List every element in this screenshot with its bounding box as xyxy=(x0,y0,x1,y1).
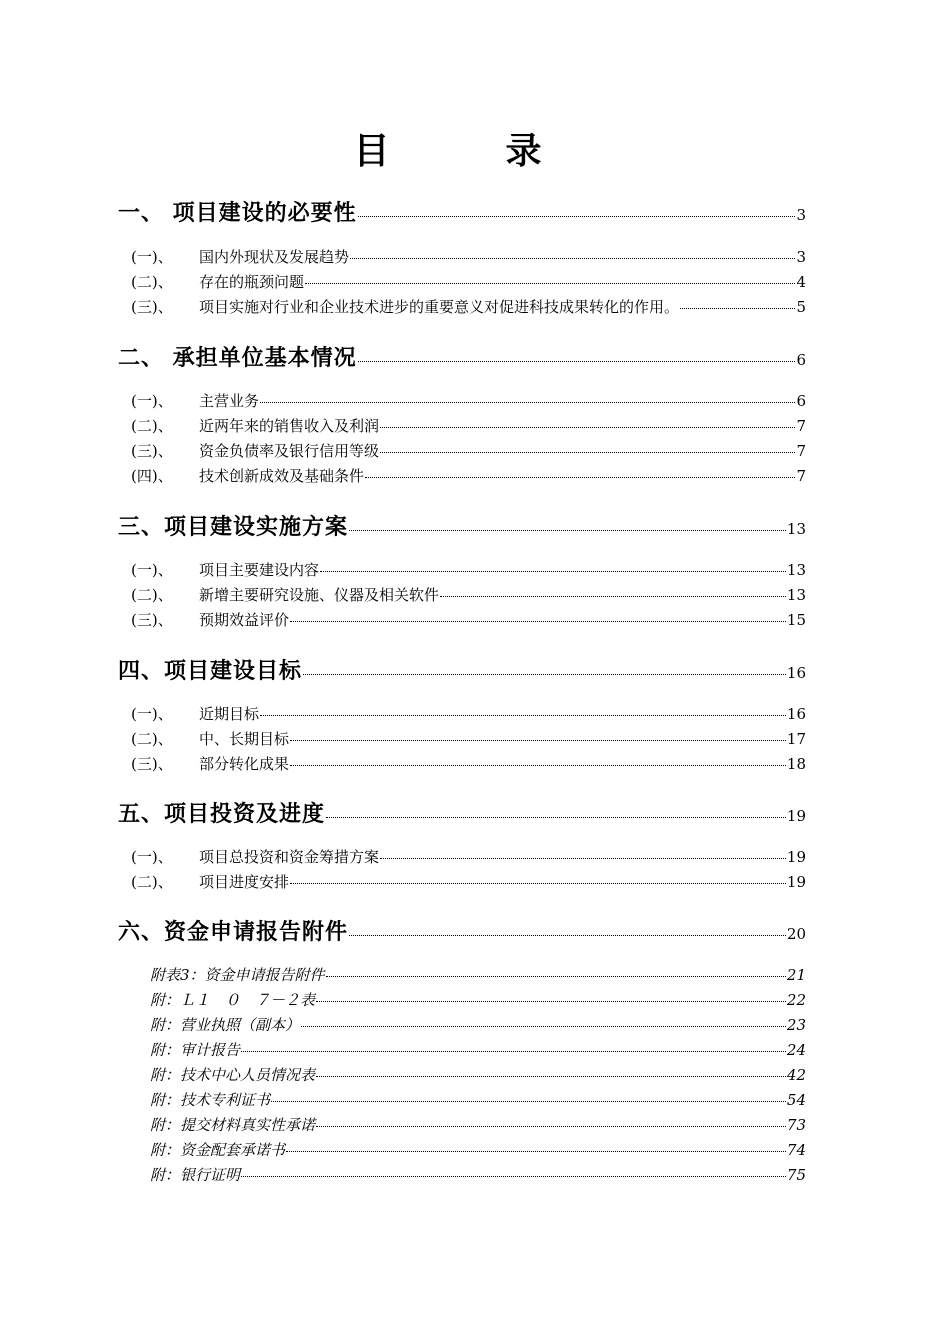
dot-leader xyxy=(316,1001,786,1002)
item-number: (三)、 xyxy=(131,611,173,629)
page-number: 74 xyxy=(786,1141,806,1159)
attachment-label: 附：提交材料真实性承诺 xyxy=(150,1116,316,1134)
section-label: 六、资金申请报告附件 xyxy=(118,919,349,945)
dot-leader xyxy=(316,1076,786,1077)
item-label: 项目实施对行业和企业技术进步的重要意义对促进科技成果转化的作用。 xyxy=(199,298,680,316)
page-number: 23 xyxy=(786,1016,806,1034)
toc-section-4[interactable] xyxy=(118,654,806,685)
item-label: 主营业务 xyxy=(199,392,260,410)
item-number: (一)、 xyxy=(131,392,173,410)
dot-leader xyxy=(316,1126,786,1127)
item-label: 项目总投资和资金筹措方案 xyxy=(199,848,380,866)
item-label: 新增主要研究设施、仪器及相关软件 xyxy=(199,586,440,604)
page-number: 19 xyxy=(786,848,806,866)
toc-attachment-6[interactable] xyxy=(150,1089,806,1110)
dot-leader xyxy=(380,858,786,859)
toc-item-5-1[interactable] xyxy=(131,846,806,867)
page-number: 22 xyxy=(786,991,806,1009)
page-number: 4 xyxy=(796,273,806,291)
attachment-label: 附：审计报告 xyxy=(150,1041,241,1059)
item-number: (四)、 xyxy=(131,467,173,485)
section-label: 一、 项目建设的必要性 xyxy=(118,200,357,226)
item-number: (三)、 xyxy=(131,442,173,460)
page-number: 5 xyxy=(796,298,806,316)
item-number: (二)、 xyxy=(131,273,173,291)
toc-attachment-5[interactable] xyxy=(150,1064,806,1085)
dot-leader xyxy=(358,216,796,217)
page-number: 17 xyxy=(786,730,806,748)
dot-leader xyxy=(241,1051,786,1052)
item-label: 技术创新成效及基础条件 xyxy=(199,467,365,485)
page-number: 54 xyxy=(786,1091,806,1109)
toc-section-6[interactable] xyxy=(118,915,806,946)
toc-attachment-1[interactable] xyxy=(150,964,806,985)
toc-item-2-2[interactable] xyxy=(131,415,806,436)
section-label: 三、项目建设实施方案 xyxy=(118,514,349,540)
page-number: 3 xyxy=(796,248,806,266)
toc-attachment-9[interactable] xyxy=(150,1164,806,1185)
dot-leader xyxy=(260,715,786,716)
dot-leader xyxy=(380,427,795,428)
item-number: (一)、 xyxy=(131,561,173,579)
attachment-label: 附表3：资金申请报告附件 xyxy=(150,966,325,984)
toc-section-2[interactable] xyxy=(118,341,806,372)
toc-item-3-3[interactable] xyxy=(131,609,806,630)
page-number: 21 xyxy=(786,966,806,984)
item-label: 资金负债率及银行信用等级 xyxy=(199,442,380,460)
toc-attachment-2[interactable] xyxy=(150,989,806,1010)
page-number: 3 xyxy=(796,206,806,224)
toc-item-2-3[interactable] xyxy=(131,440,806,461)
page-number: 7 xyxy=(796,467,806,485)
dot-leader xyxy=(326,817,786,818)
dot-leader xyxy=(380,452,795,453)
toc-item-1-2[interactable] xyxy=(131,271,806,292)
item-label: 近两年来的销售收入及利润 xyxy=(199,417,380,435)
section-label: 二、 承担单位基本情况 xyxy=(118,345,357,371)
page-number: 19 xyxy=(786,807,806,825)
section-label: 五、项目投资及进度 xyxy=(118,801,326,827)
dot-leader xyxy=(326,976,786,977)
page-number: 13 xyxy=(786,520,806,538)
item-label: 预期效益评价 xyxy=(199,611,290,629)
dot-leader xyxy=(350,258,795,259)
item-label: 部分转化成果 xyxy=(199,755,290,773)
dot-leader xyxy=(301,1026,786,1027)
item-number: (三)、 xyxy=(131,298,173,316)
page-number: 16 xyxy=(786,664,806,682)
dot-leader xyxy=(320,571,786,572)
page-number: 6 xyxy=(796,351,806,369)
page-number: 75 xyxy=(786,1166,806,1184)
page-number: 20 xyxy=(786,925,806,943)
item-number: (二)、 xyxy=(131,586,173,604)
item-label: 项目进度安排 xyxy=(199,873,290,891)
item-label: 项目主要建设内容 xyxy=(199,561,320,579)
item-label: 存在的瓶颈问题 xyxy=(199,273,305,291)
toc-attachment-3[interactable] xyxy=(150,1014,806,1035)
dot-leader xyxy=(365,477,795,478)
item-number: (一)、 xyxy=(131,248,173,266)
dot-leader xyxy=(290,740,786,741)
item-number: (一)、 xyxy=(131,848,173,866)
dot-leader xyxy=(286,1151,786,1152)
dot-leader xyxy=(241,1176,786,1177)
dot-leader xyxy=(680,308,795,309)
toc-title: 目 录 xyxy=(353,130,582,172)
page-number: 18 xyxy=(786,755,806,773)
page-number: 13 xyxy=(786,561,806,579)
dot-leader xyxy=(271,1101,786,1102)
section-label: 四、项目建设目标 xyxy=(118,658,303,684)
item-number: (一)、 xyxy=(131,705,173,723)
item-label: 近期目标 xyxy=(199,705,260,723)
item-number: (二)、 xyxy=(131,730,173,748)
page-number: 24 xyxy=(786,1041,806,1059)
item-label: 中、长期目标 xyxy=(199,730,290,748)
page-number: 7 xyxy=(796,442,806,460)
toc-item-3-2[interactable] xyxy=(131,584,806,605)
page-number: 16 xyxy=(786,705,806,723)
dot-leader xyxy=(305,283,795,284)
dot-leader xyxy=(358,361,796,362)
item-number: (二)、 xyxy=(131,417,173,435)
attachment-label: 附：资金配套承诺书 xyxy=(150,1141,286,1159)
toc-item-4-1[interactable] xyxy=(131,703,806,724)
toc-item-1-3[interactable] xyxy=(131,296,806,317)
dot-leader xyxy=(260,402,795,403)
toc-item-3-1[interactable] xyxy=(131,559,806,580)
toc-section-3[interactable] xyxy=(118,510,806,541)
toc-section-5[interactable] xyxy=(118,797,806,828)
attachment-label: 附：营业执照（副本） xyxy=(150,1016,301,1034)
page-number: 6 xyxy=(796,392,806,410)
page-number: 7 xyxy=(796,417,806,435)
page-number: 13 xyxy=(786,586,806,604)
item-number: (三)、 xyxy=(131,755,173,773)
dot-leader xyxy=(290,621,786,622)
page-number: 19 xyxy=(786,873,806,891)
dot-leader xyxy=(303,674,786,675)
toc-item-4-3[interactable] xyxy=(131,753,806,774)
attachment-label: 附：银行证明 xyxy=(150,1166,241,1184)
toc-item-2-4[interactable] xyxy=(131,465,806,486)
toc-item-2-1[interactable] xyxy=(131,390,806,411)
toc-attachment-8[interactable] xyxy=(150,1139,806,1160)
item-label: 国内外现状及发展趋势 xyxy=(199,248,350,266)
dot-leader xyxy=(290,765,786,766)
dot-leader xyxy=(349,530,786,531)
dot-leader xyxy=(290,883,786,884)
dot-leader xyxy=(440,596,786,597)
item-number: (二)、 xyxy=(131,873,173,891)
page-number: 42 xyxy=(786,1066,806,1084)
toc-attachment-4[interactable] xyxy=(150,1039,806,1060)
toc-item-1-1[interactable] xyxy=(131,246,806,267)
attachment-label: 附：技术专利证书 xyxy=(150,1091,271,1109)
toc-item-4-2[interactable] xyxy=(131,728,806,749)
page-number: 15 xyxy=(786,611,806,629)
toc-attachment-7[interactable] xyxy=(150,1114,806,1135)
toc-section-1[interactable] xyxy=(118,196,806,227)
attachment-label: 附：技术中心人员情况表 xyxy=(150,1066,316,1084)
toc-item-5-2[interactable] xyxy=(131,871,806,892)
attachment-label: 附：Ｌ１ ０ ７－２表 xyxy=(150,991,316,1009)
page-number: 73 xyxy=(786,1116,806,1134)
dot-leader xyxy=(349,935,786,936)
